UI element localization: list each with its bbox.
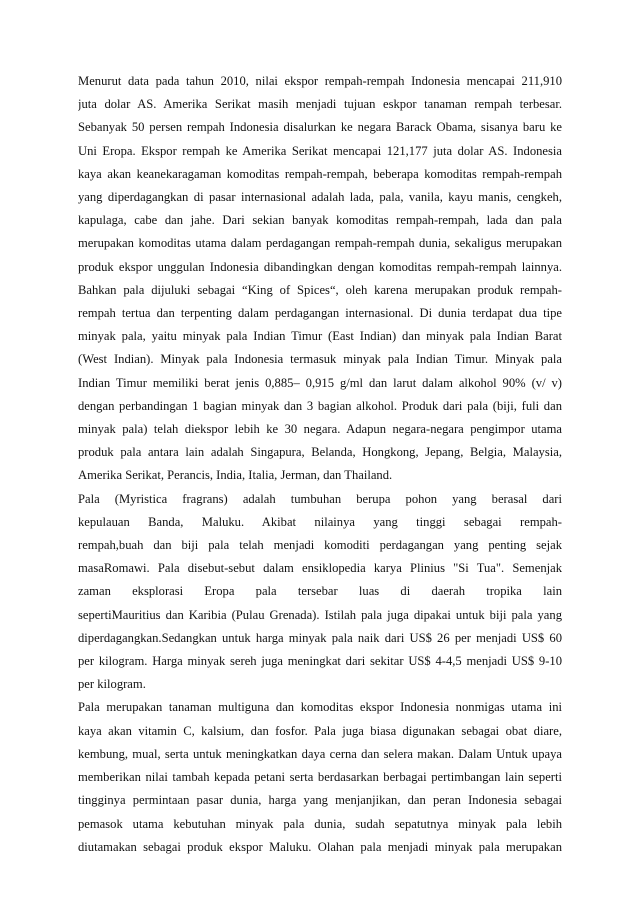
text-line: yang diperdagangkan di pasar internasional adalah lada, pala, vanila, kayu manis, cengkeh, xyxy=(78,190,562,205)
paragraph-export-statistics xyxy=(78,70,562,488)
text-line: masaRomawi. Pala disebut-sebut dalam ensiklopedia karya Plinius "Si Tua". Semenjak xyxy=(78,561,562,576)
text-line: dengan perbandingan 1 bagian minyak dan 3 bagian alkohol. Produk dari pala (biji, fuli dan xyxy=(78,398,562,413)
text-line: merupakan komoditas utama dalam perdagangan rempah-rempah dunia, sekaligus merupakan xyxy=(78,236,562,251)
text-line: rempah tertua dan terpenting dalam perdagangan internasional. Di dunia terdapat dua tipe xyxy=(78,306,562,321)
text-line: rempah,buah dan biji pala telah menjadi komoditi perdagangan yang penting sejak xyxy=(78,538,562,553)
text-line: kaya akan keanekaragaman komoditas rempah-rempah, beberapa komoditas rempah-rempah xyxy=(78,166,562,181)
text-line: juta dolar AS. Amerika Serikat masih menjadi tujuan eskpor tanaman rempah terbesar. xyxy=(78,97,562,112)
text-line: kapulaga, cabe dan jahe. Dari sekian banyak komoditas rempah-rempah, lada dan pala xyxy=(78,213,562,228)
text-line: (West Indian). Minyak pala Indonesia termasuk minyak pala Indian Timur. Minyak pala xyxy=(78,352,562,367)
text-line: Menurut data pada tahun 2010, nilai ekspor rempah-rempah Indonesia mencapai 211,910 xyxy=(78,74,562,88)
text-line: pemasok utama kebutuhan minyak pala dunia, sudah sepatutnya minyak pala lebih xyxy=(78,816,562,831)
text-line: Bahkan pala dijuluki sebagai “King of Spices“, oleh karena merupakan produk rempah- xyxy=(78,282,562,297)
text-line: Uni Eropa. Ekspor rempah ke Amerika Serikat mencapai 121,177 juta dolar AS. Indonesia xyxy=(78,143,562,158)
paragraph-pala-description xyxy=(78,488,562,697)
text-line: zaman eksplorasi Eropa pala tersebar luas di daerah tropika lain xyxy=(78,584,562,599)
text-line: Pala (Myristica fragrans) adalah tumbuhan berupa pohon yang berasal dari xyxy=(78,491,562,506)
text-line: minyak pala) telah diekspor lebih ke 30 negara. Adapun negara-negara pengimpor utama xyxy=(78,422,562,437)
text-line: Sebanyak 50 persen rempah Indonesia disalurkan ke negara Barack Obama, sisanya baru ke xyxy=(78,120,562,135)
text-line: kepulauan Banda, Maluku. Akibat nilainya yang tinggi sebagai rempah- xyxy=(78,514,562,529)
text-line: kembung, mual, serta untuk meningkatkan daya cerna dan selera makan. Dalam Untuk upaya xyxy=(78,746,562,761)
text-line: kaya akan vitamin C, kalsium, dan fosfor. Pala juga biasa digunakan sebagai obat diare, xyxy=(78,723,562,738)
text-line: memberikan nilai tambah kepada petani serta berdasarkan berbagai pertimbangan lain seperti xyxy=(78,770,562,785)
text-line: tingginya permintaan pasar dunia, harga yang menjanjikan, dan peran Indonesia sebagai xyxy=(78,793,562,808)
text-line: Amerika Serikat, Perancis, India, Italia, Jerman, dan Thailand. xyxy=(78,468,393,483)
text-line: minyak pala, yaitu minyak pala Indian Timur (East Indian) dan minyak pala Indian Barat xyxy=(78,329,562,344)
text-line: per kilogram. Harga minyak sereh juga meningkat dari sekitar US$ 4-4,5 menjadi US$ 9-10 xyxy=(78,654,562,669)
text-line: Pala merupakan tanaman multiguna dan komoditas ekspor Indonesia nonmigas utama ini xyxy=(78,700,562,715)
text-line: sepertiMauritius dan Karibia (Pulau Grenada). Istilah pala juga dipakai untuk biji pala yang xyxy=(78,607,562,622)
text-line: per kilogram. xyxy=(78,677,146,692)
text-line: Indian Timur memiliki berat jenis 0,885– 0,915 g/ml dan larut dalam alkohol 90% (v/ v) xyxy=(78,375,562,390)
text-line: produk pala antara lain adalah Singapura, Belanda, Hongkong, Jepang, Belgia, Malaysia, xyxy=(78,445,562,460)
text-line: produk ekspor unggulan Indonesia dibandingkan dengan komoditas rempah-rempah lainnya. xyxy=(78,259,562,274)
text-line: diperdagangkan.Sedangkan untuk harga minyak pala naik dari US$ 26 per menjadi US$ 60 xyxy=(78,630,562,645)
text-line: diutamakan sebagai produk ekspor Maluku. Olahan pala menjadi minyak pala merupakan xyxy=(78,839,562,854)
paragraph-pala-uses xyxy=(78,696,562,858)
